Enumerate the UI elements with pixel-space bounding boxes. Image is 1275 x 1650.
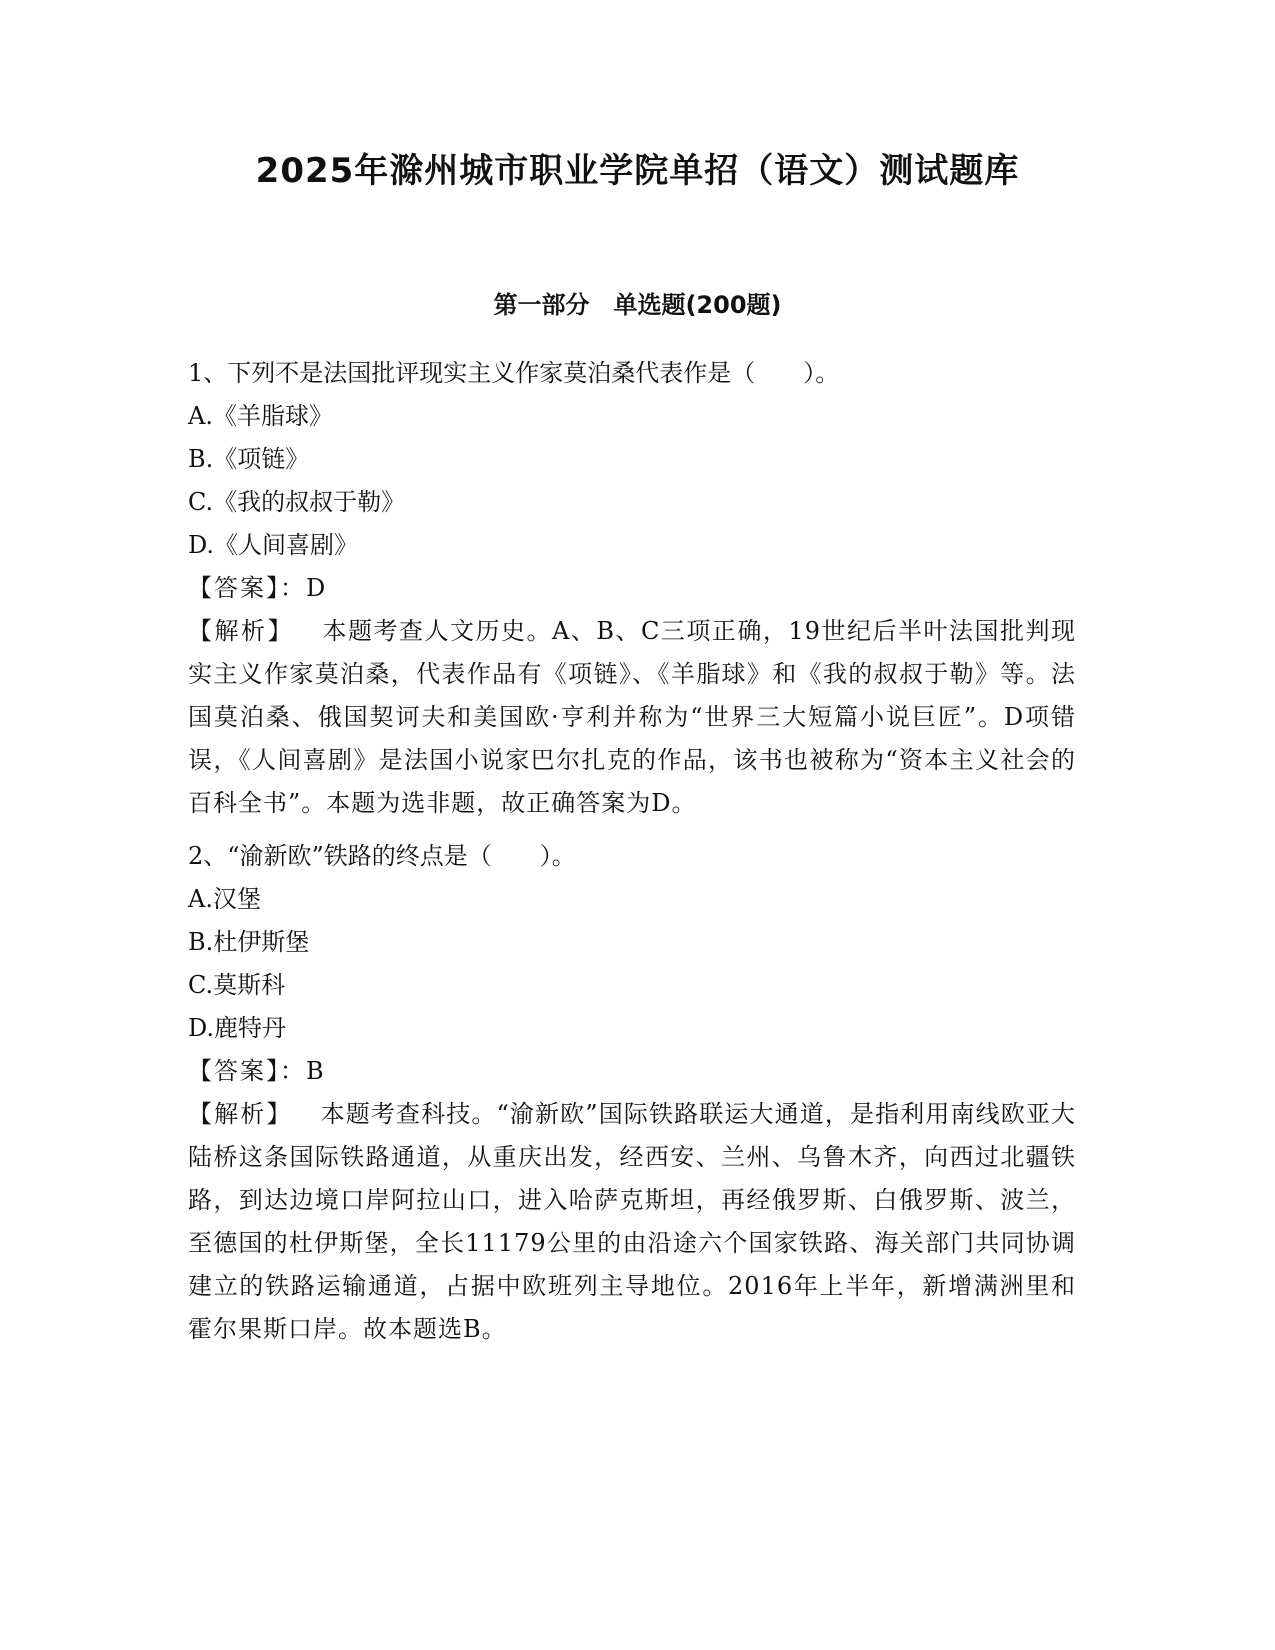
- option-c: C.莫斯科: [188, 971, 286, 999]
- option-a: A.汉堡: [188, 885, 261, 913]
- question-list: [188, 352, 1088, 1351]
- section-title: 第一部分 单选题(200题): [493, 291, 782, 319]
- option-c: C.《我的叔叔于勒》: [188, 488, 406, 516]
- answer-value: D: [306, 574, 326, 602]
- option-d: D.鹿特丹: [188, 1014, 287, 1042]
- question-stem: 2、“渝新欧”铁路的终点是（ ）。: [188, 842, 576, 870]
- option-b: B.杜伊斯堡: [188, 928, 310, 956]
- answer-label: 【答案】：: [188, 1057, 306, 1085]
- answer-line: [188, 1050, 1088, 1093]
- analysis-text: 本题考查人文历史。A、B、C三项正确，19世纪后半叶法国批判现实主义作家莫泊桑，代表作品有《项链》、《羊脂球》和《我的叔叔于勒》等。法国莫泊桑、俄国契诃夫和美国欧·亨利并称为“世界三大短篇小说巨匠”。D项错误，《人间喜剧》是法国小说家巴尔扎克的作品，该书也被称为“资本主义社会的百科全书”。本题为选非题，故正确答案为D。: [188, 617, 1076, 817]
- option-d: D.《人间喜剧》: [188, 531, 359, 559]
- question-2: [188, 835, 1088, 1351]
- analysis-label: 【解析】: [188, 1100, 293, 1128]
- analysis-label: 【解析】: [188, 617, 295, 645]
- analysis-block: [188, 1093, 1076, 1351]
- document-title: 2025年滁州城市职业学院单招（语文）测试题库: [255, 151, 1020, 191]
- option-b: B.《项链》: [188, 445, 310, 473]
- answer-label: 【答案】：: [188, 574, 306, 602]
- answer-line: [188, 567, 1088, 610]
- analysis-text: 本题考查科技。“渝新欧”国际铁路联运大通道，是指利用南线欧亚大陆桥这条国际铁路通道，从重庆出发，经西安、兰州、乌鲁木齐，向西过北疆铁路，到达边境口岸阿拉山口，进入哈萨克斯坦，再经俄罗斯、白俄罗斯、波兰，至德国的杜伊斯堡，全长11179公里的由沿途六个国家铁路、海关部门共同协调建立的铁路运输通道，占据中欧班列主导地位。2016年上半年，新增满洲里和霍尔果斯口岸。故本题选B。: [188, 1100, 1076, 1343]
- question-stem: 1、下列不是法国批评现实主义作家莫泊桑代表作是（ ）。: [188, 359, 840, 387]
- question-1: [188, 352, 1088, 825]
- option-a: A.《羊脂球》: [188, 402, 333, 430]
- analysis-block: [188, 610, 1076, 825]
- answer-value: B: [306, 1057, 324, 1085]
